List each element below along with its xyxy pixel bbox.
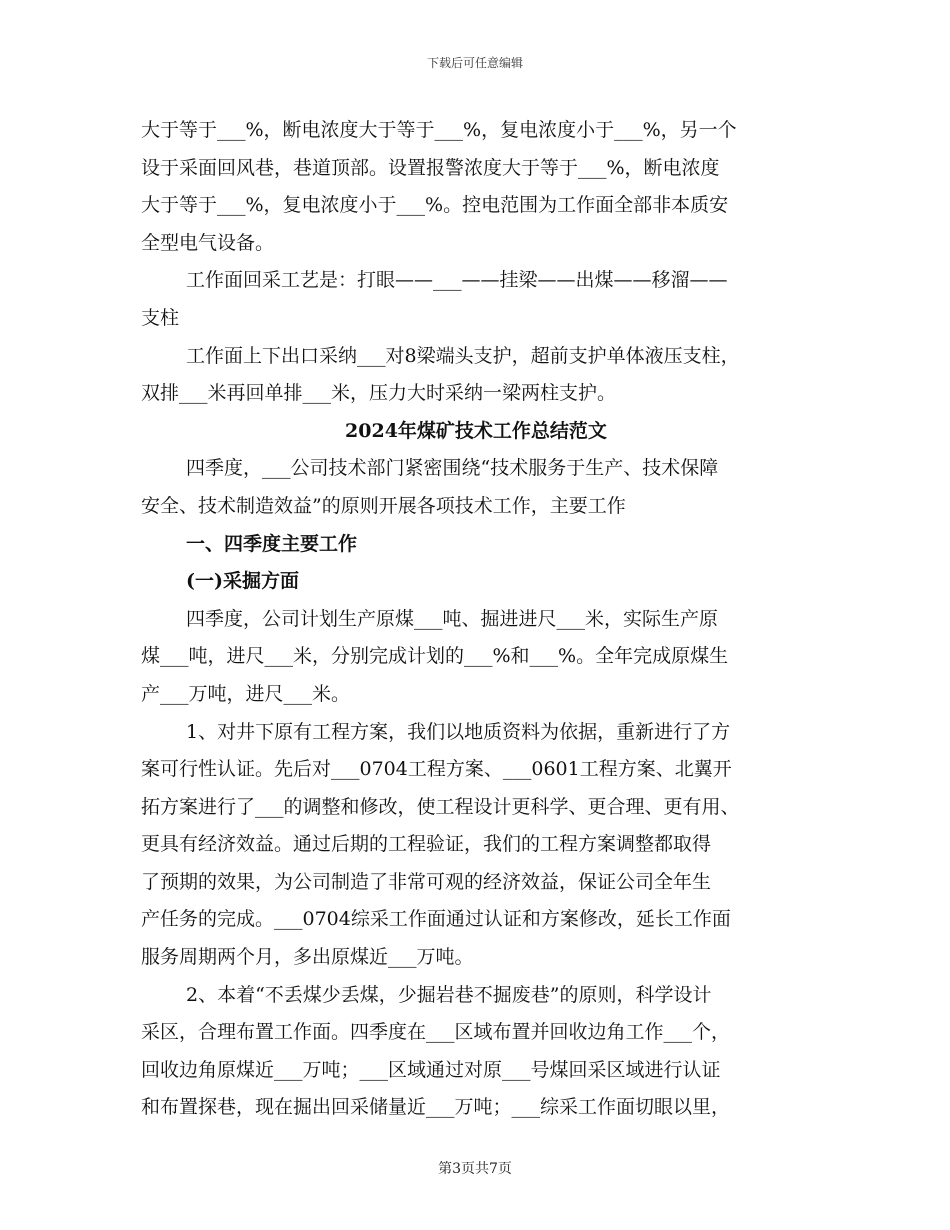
text-line: 了预期的效果，为公司制造了非常可观的经济效益，保证公司全年生 xyxy=(141,870,712,893)
paragraph-start-line: 工作面上下出口采纳___对8梁端头支护，超前支护单体液压支柱， xyxy=(186,344,740,367)
text-line: 服务周期两个月，多出原煤近___万吨。 xyxy=(141,946,474,969)
document-title: 2024年煤矿技术工作总结范文 xyxy=(345,419,607,442)
text-line: 设于采面回风巷，巷道顶部。设置报警浓度大于等于___%，断电浓度 xyxy=(141,156,720,179)
text-line: 采区，合理布置工作面。四季度在___区域布置并回收边角工作___个， xyxy=(141,1021,731,1044)
text-line: 支柱 xyxy=(141,306,180,329)
text-line: 回收边角原煤近___万吨；___区域通过对原___号煤回采区域进行认证 xyxy=(141,1058,721,1081)
text-line: 产任务的完成。___0704综采工作面通过认证和方案修改，延长工作面 xyxy=(141,908,731,931)
text-line: 产___万吨，进尺___米。 xyxy=(141,682,351,705)
text-line: 大于等于___%，复电浓度小于___%。控电范围为工作面全部非本质安 xyxy=(141,194,729,217)
text-line: 和布置探巷，现在掘出回采储量近___万吨；___综采工作面切眼以里， xyxy=(141,1096,731,1119)
page-footer: 第3页共7页 xyxy=(438,1161,512,1177)
text-line: 大于等于___%，断电浓度大于等于___%，复电浓度小于___%，另一个 xyxy=(141,119,737,141)
document-body xyxy=(141,112,811,1127)
text-line: 更具有经济效益。通过后期的工程验证，我们的工程方案调整都取得 xyxy=(141,833,712,856)
text-line: 双排___米再回单排___米，压力大时采纳一梁两柱支护。 xyxy=(141,382,617,405)
text-line: 煤___吨，进尺___米，分别完成计划的___%和___%。全年完成原煤生 xyxy=(141,645,729,668)
text-line: 安全、技术制造效益”的原则开展各项技术工作，主要工作 xyxy=(141,494,626,517)
paragraph-start-line: 工作面回采工艺是：打眼——___——挂梁——出煤——移溜—— xyxy=(186,269,728,292)
paragraph-start-line: 四季度，___公司技术部门紧密围绕“技术服务于生产、技术保障 xyxy=(186,457,719,480)
page-header: 下载后可任意编辑 xyxy=(426,56,523,70)
text-line: 全型电气设备。 xyxy=(141,231,275,254)
paragraph-start-line: 1、对井下原有工程方案，我们以地质资料为依据，重新进行了方 xyxy=(186,720,731,743)
text-line: 案可行性认证。先后对___0704工程方案、___0601工程方案、北翼开 xyxy=(141,758,732,781)
subsection-heading: (一)采掘方面 xyxy=(186,570,299,593)
paragraph-start-line: 四季度，公司计划生产原煤___吨、掘进进尺___米，实际生产原 xyxy=(186,607,719,630)
text-line: 拓方案进行了___的调整和修改，使工程设计更科学、更合理、更有用、 xyxy=(141,795,740,818)
section-heading: 一、四季度主要工作 xyxy=(186,532,358,555)
paragraph-start-line: 2、本着“不丢煤少丢煤，少掘岩巷不掘废巷”的原则，科学设计 xyxy=(186,983,712,1006)
